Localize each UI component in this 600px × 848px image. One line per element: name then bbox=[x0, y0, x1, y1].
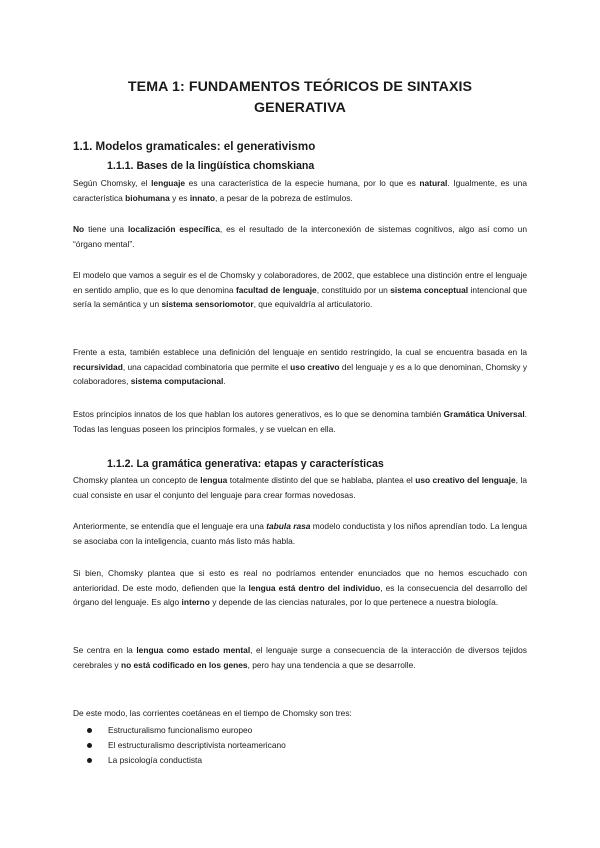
paragraph-8: Si bien, Chomsky plantea que si esto es real no podríamos entender enunciados que no hemos escuchado con anterioridad. De este modo, defienden que la lengua está dentro del individuo, es la consecuencia del desarrollo del órgano del lenguaje. Es algo interno y depende de las ciencias naturales, por lo que pertenece a nuestra biología. bbox=[73, 568, 527, 608]
title-line-1: TEMA 1: FUNDAMENTOS TEÓRICOS DE SINTAXIS bbox=[127, 79, 473, 95]
paragraph-7: Anteriormente, se entendía que el lenguaje era una tabula rasa modelo conductista y los niños aprendían todo. La lengua se asociaba con la inteligencia, cuanto más listo más habla. bbox=[73, 521, 527, 546]
bullet-list bbox=[73, 723, 286, 768]
section-heading-1-1: 1.1. Modelos gramaticales: el generativismo bbox=[73, 140, 316, 153]
paragraph-4: Frente a esta, también establece una definición del lenguaje en sentido restringido, la cual se encuentra basada en la recursividad, una capacidad combinatoria que permite el uso creativo del lenguaje y es a lo que denominan, Chomsky y colaboradores, sistema computacional. bbox=[73, 347, 528, 387]
paragraph-5: Estos principios innatos de los que hablan los autores generativos, es lo que se denomina también Gramática Universal. Todas las lenguas poseen los principios formales, y se vuelcan en ella. bbox=[73, 409, 527, 434]
paragraph-6: Chomsky plantea un concepto de lengua totalmente distinto del que se hablaba, plantea el uso creativo del lenguaje, la cual consiste en usar el conjunto del lenguaje para crear formas novedosas. bbox=[73, 475, 527, 500]
document-title bbox=[73, 77, 527, 119]
subsection-heading-1-1-2: 1.1.2. La gramática generativa: etapas y características bbox=[107, 458, 384, 470]
paragraph-9: Se centra en la lengua como estado mental, el lenguaje surge a consecuencia de la interacción de diversos tejidos cerebrales y no está codificado en los genes, pero hay una tendencia a que se desarrolle. bbox=[73, 645, 527, 670]
paragraph-1: Según Chomsky, el lenguaje es una característica de la especie humana, por lo que es natural. Igualmente, es una característica biohumana y es innato, a pesar de la pobreza de estímulos. bbox=[73, 178, 527, 203]
paragraph-10: De este modo, las corrientes coetáneas en el tiempo de Chomsky son tres: bbox=[73, 708, 352, 718]
bullet-icon bbox=[87, 728, 92, 733]
paragraph-2: No tiene una localización específica, es el resultado de la interconexión de sistemas cognitivos, algo así como un “órgano mental”. bbox=[73, 224, 527, 249]
list-item: La psicología conductista bbox=[73, 753, 286, 768]
list-item: El estructuralismo descriptivista norteamericano bbox=[73, 738, 286, 753]
title-line-2: GENERATIVA bbox=[254, 100, 346, 116]
list-item: Estructuralismo funcionalismo europeo bbox=[73, 723, 286, 738]
bullet-icon bbox=[87, 758, 92, 763]
bullet-icon bbox=[87, 743, 92, 748]
subsection-heading-1-1-1: 1.1.1. Bases de la lingüística chomskiana bbox=[107, 160, 315, 172]
paragraph-3: El modelo que vamos a seguir es el de Chomsky y colaboradores, de 2002, que establece una distinción entre el lenguaje en sentido amplio, que es lo que denomina facultad de lenguaje, constituido por un sistema conceptual intencional que sería la semántica y un sistema sensoriomotor, que equivaldría al articulatorio. bbox=[73, 270, 528, 310]
